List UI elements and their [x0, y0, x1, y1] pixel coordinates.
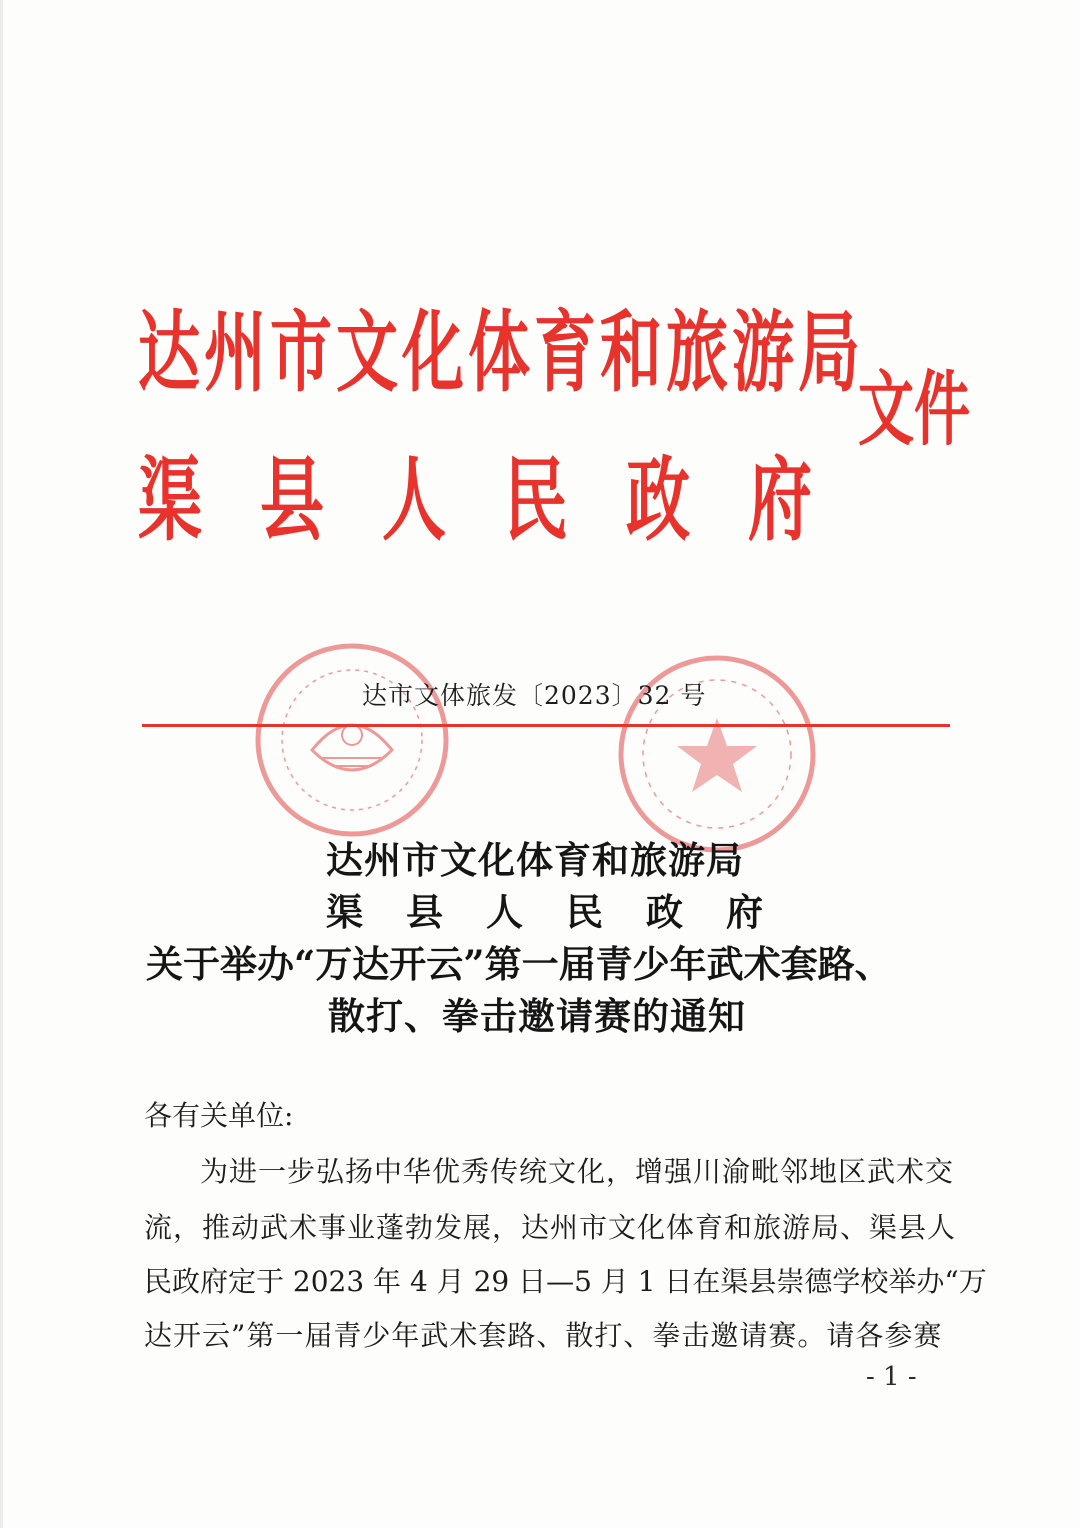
page-number: - 1 -	[866, 1362, 917, 1392]
title-line-4: 散打、拳击邀请赛的通知	[328, 994, 746, 1038]
salutation: 各有关单位:	[144, 1099, 294, 1132]
masthead-issuer-1: 达州市文化体育和旅游局	[138, 300, 865, 405]
title-line-2: 渠县人民政府	[326, 890, 806, 934]
document-number: 达市文体旅发〔2023〕32 号	[362, 681, 707, 710]
red-divider-line	[142, 724, 950, 727]
official-seal-icon	[252, 640, 452, 840]
masthead-suffix: 文件	[858, 361, 970, 458]
body-line-3: 民政府定于 2023 年 4 月 29 日—5 月 1 日在渠县崇德学校举办“万	[144, 1265, 987, 1298]
scan-edge-mark	[0, 0, 3, 1528]
body-line-4: 达开云”第一届青少年武术套路、散打、拳击邀请赛。请各参赛	[144, 1319, 943, 1352]
body-line-2: 流，推动武术事业蓬勃发展，达州市文化体育和旅游局、渠县人	[144, 1211, 957, 1244]
body-line-1: 为进一步弘扬中华优秀传统文化，增强川渝毗邻地区武术交	[200, 1155, 955, 1188]
title-line-3: 关于举办“万达开云”第一届青少年武术套路、	[146, 942, 892, 986]
title-line-1: 达州市文化体育和旅游局	[326, 838, 744, 882]
masthead-issuer-2: 渠县人民政府	[138, 447, 870, 555]
